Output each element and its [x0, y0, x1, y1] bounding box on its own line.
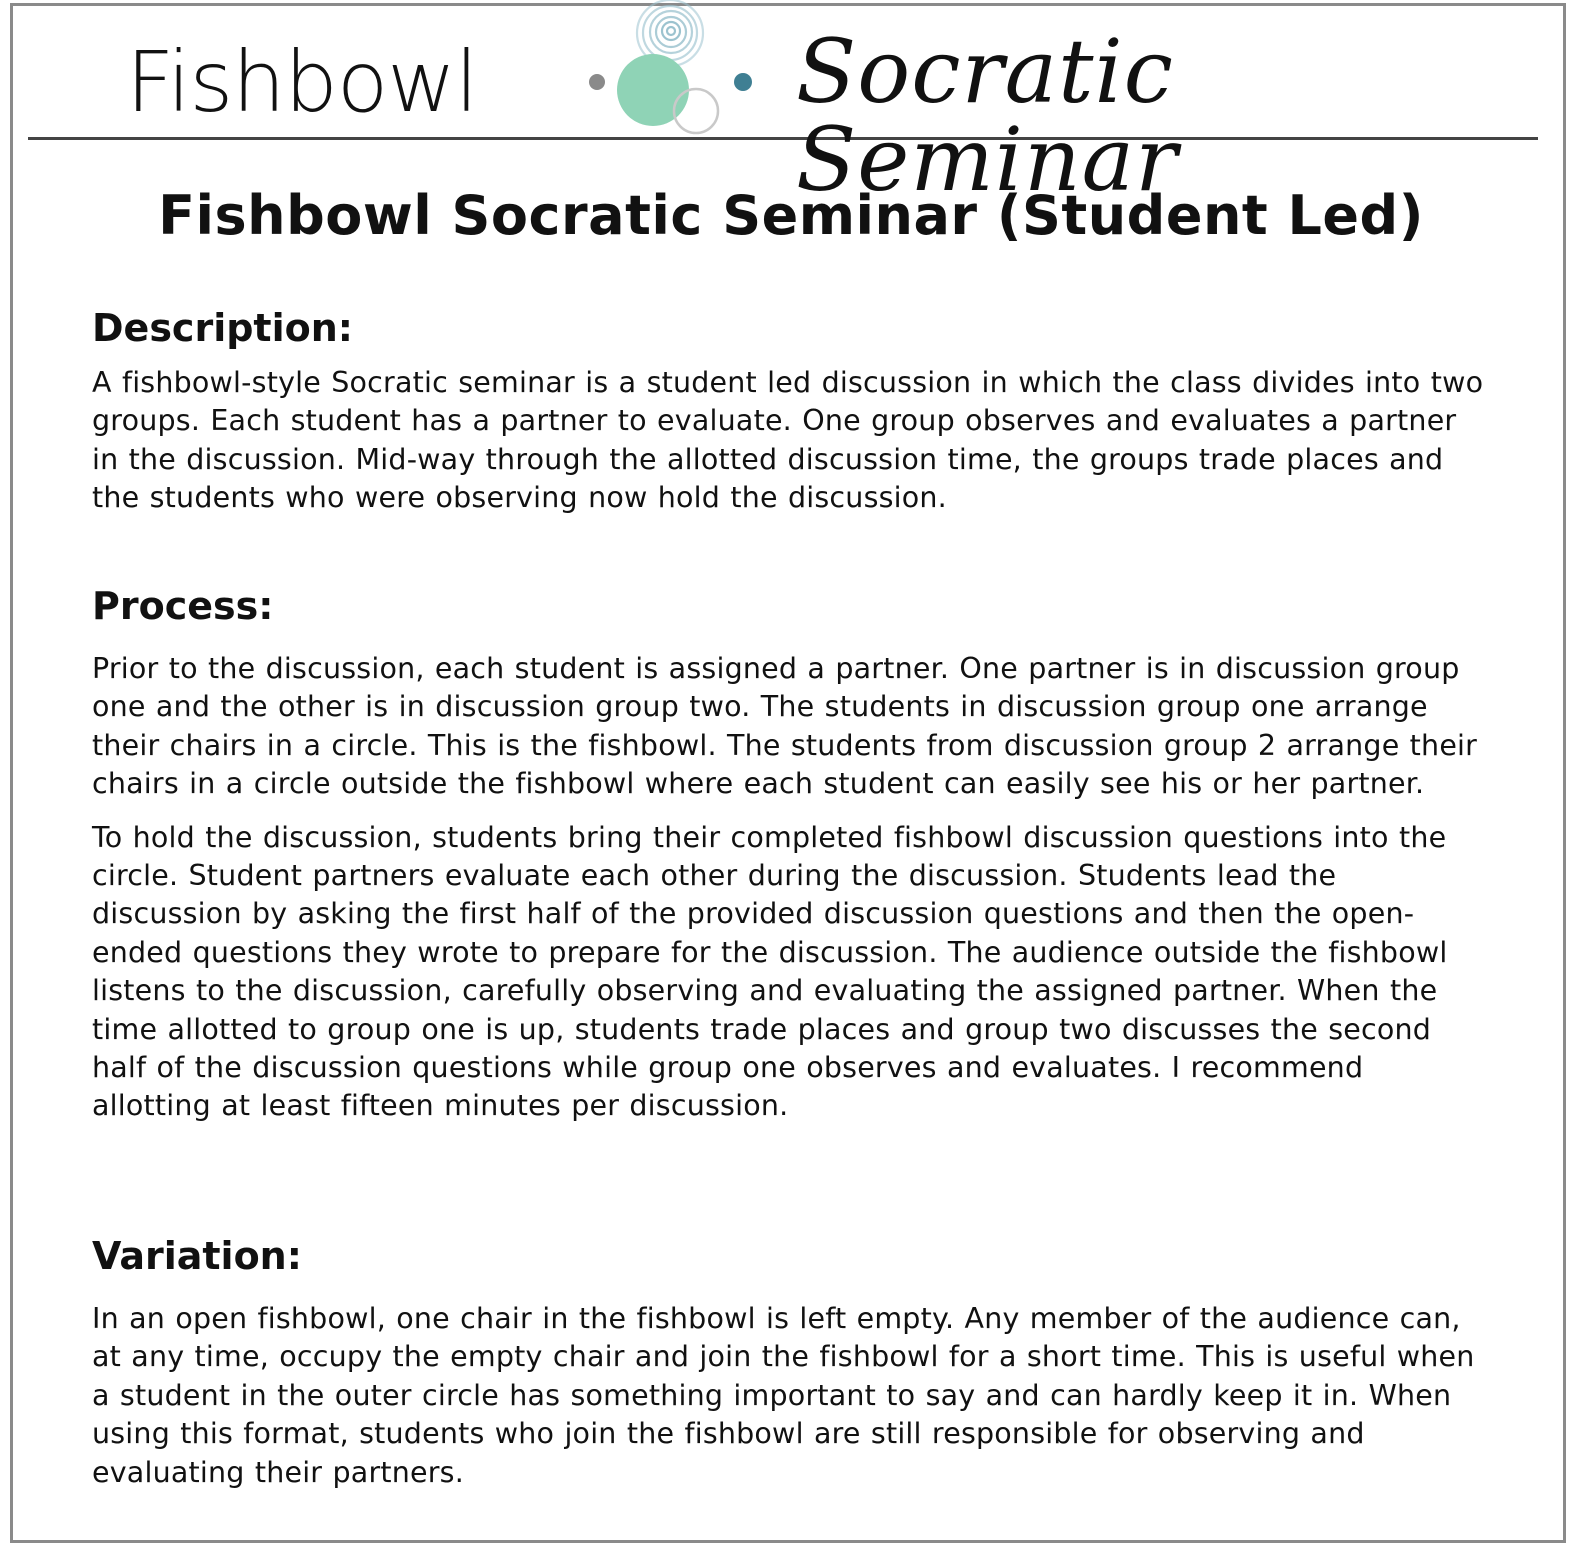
variation-section [92, 1234, 1492, 1492]
header-right-title: Socratic Seminar [796, 20, 1179, 211]
process-paragraph-1: Prior to the discussion, each student is assigned a partner. One partner is in discussion group one and the other is in discussion group two. The students in discussion group one arrange their chairs in a circle. This is the fishbowl. The students from discussion group 2 arrange their chairs in a circle outside the fishbowl where each student can easily see his or her partner. [92, 652, 1478, 801]
process-heading: Process: [92, 584, 274, 628]
teal-bubble [617, 54, 689, 126]
description-heading: Description: [92, 306, 353, 350]
process-paragraph-2: To hold the discussion, students bring their completed fishbowl discussion questions into the circle. Student partners evaluate each other during the discussion. Students lead the discussion by asking the first half of the provided discussion questions and then the open-ended questions they wrote to prepare for the discussion. The audience outside the fishbowl listens to the discussion, carefully observing and evaluating the assigned partner. When the time allotted to group one is up, students trade places and group two discusses the second half of the discussion questions while group one observes and evaluates. I recommend allotting at least fifteen minutes per discussion. [92, 820, 1448, 1123]
header-left-title: Fishbowl [126, 33, 478, 131]
description-paragraph: A fishbowl-style Socratic seminar is a student led discussion in which the class divides into two groups. Each student has a partner to evaluate. One group observes and evaluates a partner in the discussion. Mid-way through the allotted discussion time, the groups trade places and the students who were observing now hold the discussion. [92, 366, 1484, 515]
dark-teal-dot [734, 73, 752, 91]
process-section [92, 584, 1492, 1126]
fishbowl-bubbles-icon [553, 0, 753, 137]
page-header [28, 0, 1538, 211]
variation-paragraph: In an open fishbowl, one chair in the fishbowl is left empty. Any member of the audience can, at any time, occupy the empty chair and join the fishbowl for a short time. This is useful when a student in the outer circle has something important to say and can hardly keep it in. When using this format, students who join the fishbowl are still responsible for observing and evaluating their partners. [92, 1302, 1475, 1489]
description-section [92, 306, 1492, 518]
gray-dot [589, 74, 605, 90]
document-title: Fishbowl Socratic Seminar (Student Led) [158, 184, 1424, 247]
variation-heading: Variation: [92, 1234, 302, 1278]
